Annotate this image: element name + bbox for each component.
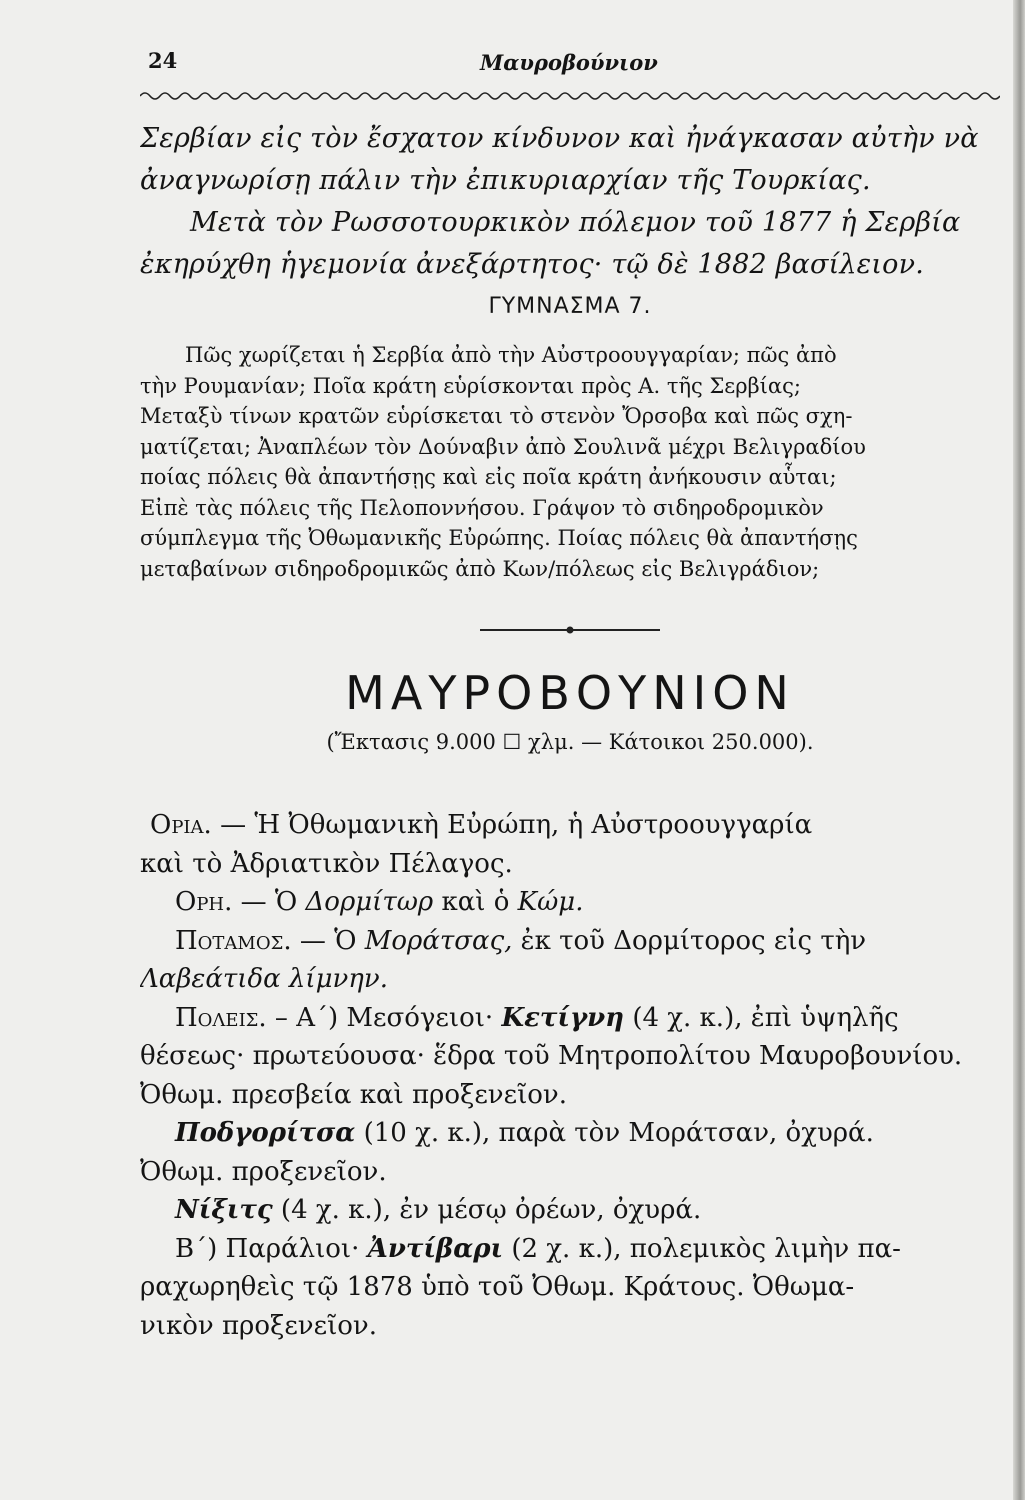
section-label: Ποταμος. [175, 925, 292, 956]
exercise-heading: ΓΥΜΝΑΣΜΑ 7. [488, 294, 652, 319]
poleis-line: θέσεως· πρωτεύουσα· ἕδρα τοῦ Μητροπολίτου Μαυροβουνίου. [140, 1041, 963, 1071]
poleis-line: Νίξιτς (4 χ. κ.), ἐν μέσῳ ὀρέων, ὀχυρά. [175, 1195, 702, 1225]
poleis-line: Ὀθωμ. προξενεῖον. [140, 1156, 387, 1187]
exercise-line: ποίας πόλεις θὰ ἀπαντήσῃς καὶ εἰς ποῖα κράτη ἀνήκουσιν αὗται; [140, 465, 837, 489]
section-oria: Ορια. — Ἡ Ὀθωμανικὴ Εὐρώπη, ἡ Αὐστροουγγαρία [150, 810, 813, 840]
exercise-line: σύμπλεγμα τῆς Ὀθωμανικῆς Εὐρώπης. Ποίας πόλεις θὰ ἀπαντήσῃς [140, 526, 858, 550]
section-potamos-cont: Λαβεάτιδα λίμνην. [140, 964, 388, 994]
section-poleis: Πολεις. – Α΄) Μεσόγειοι· Κετίγνη (4 χ. κ.), ἐπὶ ὑψηλῆς [175, 1002, 899, 1033]
exercise-line: ματίζεται; Ἀναπλέων τὸν Δούναβιν ἀπὸ Σουλινᾶ μέχρι Βελιγραδίου [140, 434, 866, 459]
chapter-title: ΜΑΥΡΟΒΟΥΝΙΟΝ [345, 666, 795, 720]
section-oria-cont: καὶ τὸ Ἀδριατικὸν Πέλαγος. [140, 848, 513, 879]
page-header [140, 44, 1000, 84]
wavy-rule-divider [140, 88, 1000, 104]
exercise-line: Πῶς χωρίζεται ἡ Σερβία ἀπὸ τὴν Αὐστροουγγαρίαν; πῶς ἀπὸ [185, 343, 837, 367]
poleis-line: Ὀθωμ. πρεσβεία καὶ προξενεῖον. [140, 1079, 567, 1110]
exercise-line: μεταβαίνων σιδηροδρομικῶς ἀπὸ Κων/πόλεως εἰς Βελιγράδιον; [140, 556, 820, 581]
section-potamos: Ποταμος. — Ὁ Μοράτσας, ἐκ τοῦ Δορμίτορος εἰς τὴν [175, 925, 867, 956]
exercise-paragraph [140, 340, 1000, 584]
section-label: Ορια. [150, 810, 212, 840]
intro-line: Σερβίαν εἰς τὸν ἔσχατον κίνδυνον καὶ ἠνάγκασαν αὐτὴν νὰ [140, 123, 979, 154]
section-label: Ορη. [175, 887, 233, 917]
exercise-line: τὴν Ρουμανίαν; Ποῖα κράτη εὑρίσκονται πρὸς Α. τῆς Σερβίας; [140, 373, 801, 398]
intro-line: ἀναγνωρίσῃ πάλιν τὴν ἐπικυριαρχίαν τῆς Τουρκίας. [140, 165, 871, 196]
intro-paragraph [140, 118, 1000, 286]
poleis-line: ραχωρηθεὶς τῷ 1878 ὑπὸ τοῦ Ὀθωμ. Κράτους. Ὀθωμα- [140, 1272, 855, 1302]
intro-line: ἐκηρύχθη ἡγεμονία ἀνεξάρτητος· τῷ δὲ 1882 βασίλειον. [140, 249, 925, 280]
poleis-line: Β΄) Παράλιοι· Ἀντίβαρι (2 χ. κ.), πολεμικὸς λιμὴν πα- [175, 1233, 901, 1264]
poleis-line: Ποδγορίτσα (10 χ. κ.), παρὰ τὸν Μοράτσαν, ὀχυρά. [175, 1118, 874, 1148]
chapter-body [140, 806, 1000, 1345]
ornament-divider [480, 624, 660, 636]
exercise-line: Εἰπὲ τὰς πόλεις τῆς Πελοποννήσου. Γράψον τὸ σιδηροδρομικὸν [140, 495, 824, 520]
poleis-line: νικὸν προξενεῖον. [140, 1310, 377, 1341]
city-name: Κετίγνη [501, 1002, 625, 1033]
intro-line: Μετὰ τὸν Ρωσσοτουρκικὸν πόλεμον τοῦ 1877 ἡ Σερβία [190, 207, 961, 238]
page-number: 24 [148, 48, 178, 73]
chapter-stats: (Ἔκτασις 9.000 ☐ χλμ. — Κάτοικοι 250.000). [326, 730, 814, 754]
section-label: Πολεις. [175, 1002, 267, 1033]
city-name: Νίξιτς [175, 1195, 273, 1225]
city-name: Ἀντίβαρι [367, 1233, 504, 1264]
section-ori: Ορη. — Ὁ Δορμίτωρ καὶ ὁ Κώμ. [175, 887, 584, 917]
exercise-line: Μεταξὺ τίνων κρατῶν εὑρίσκεται τὸ στενὸν Ὄρσοβα καὶ πῶς σχη- [140, 404, 853, 428]
page-edge-shadow [1013, 0, 1025, 1500]
running-title: Μαυροβούνιον [480, 50, 658, 75]
city-name: Ποδγορίτσα [175, 1118, 356, 1148]
